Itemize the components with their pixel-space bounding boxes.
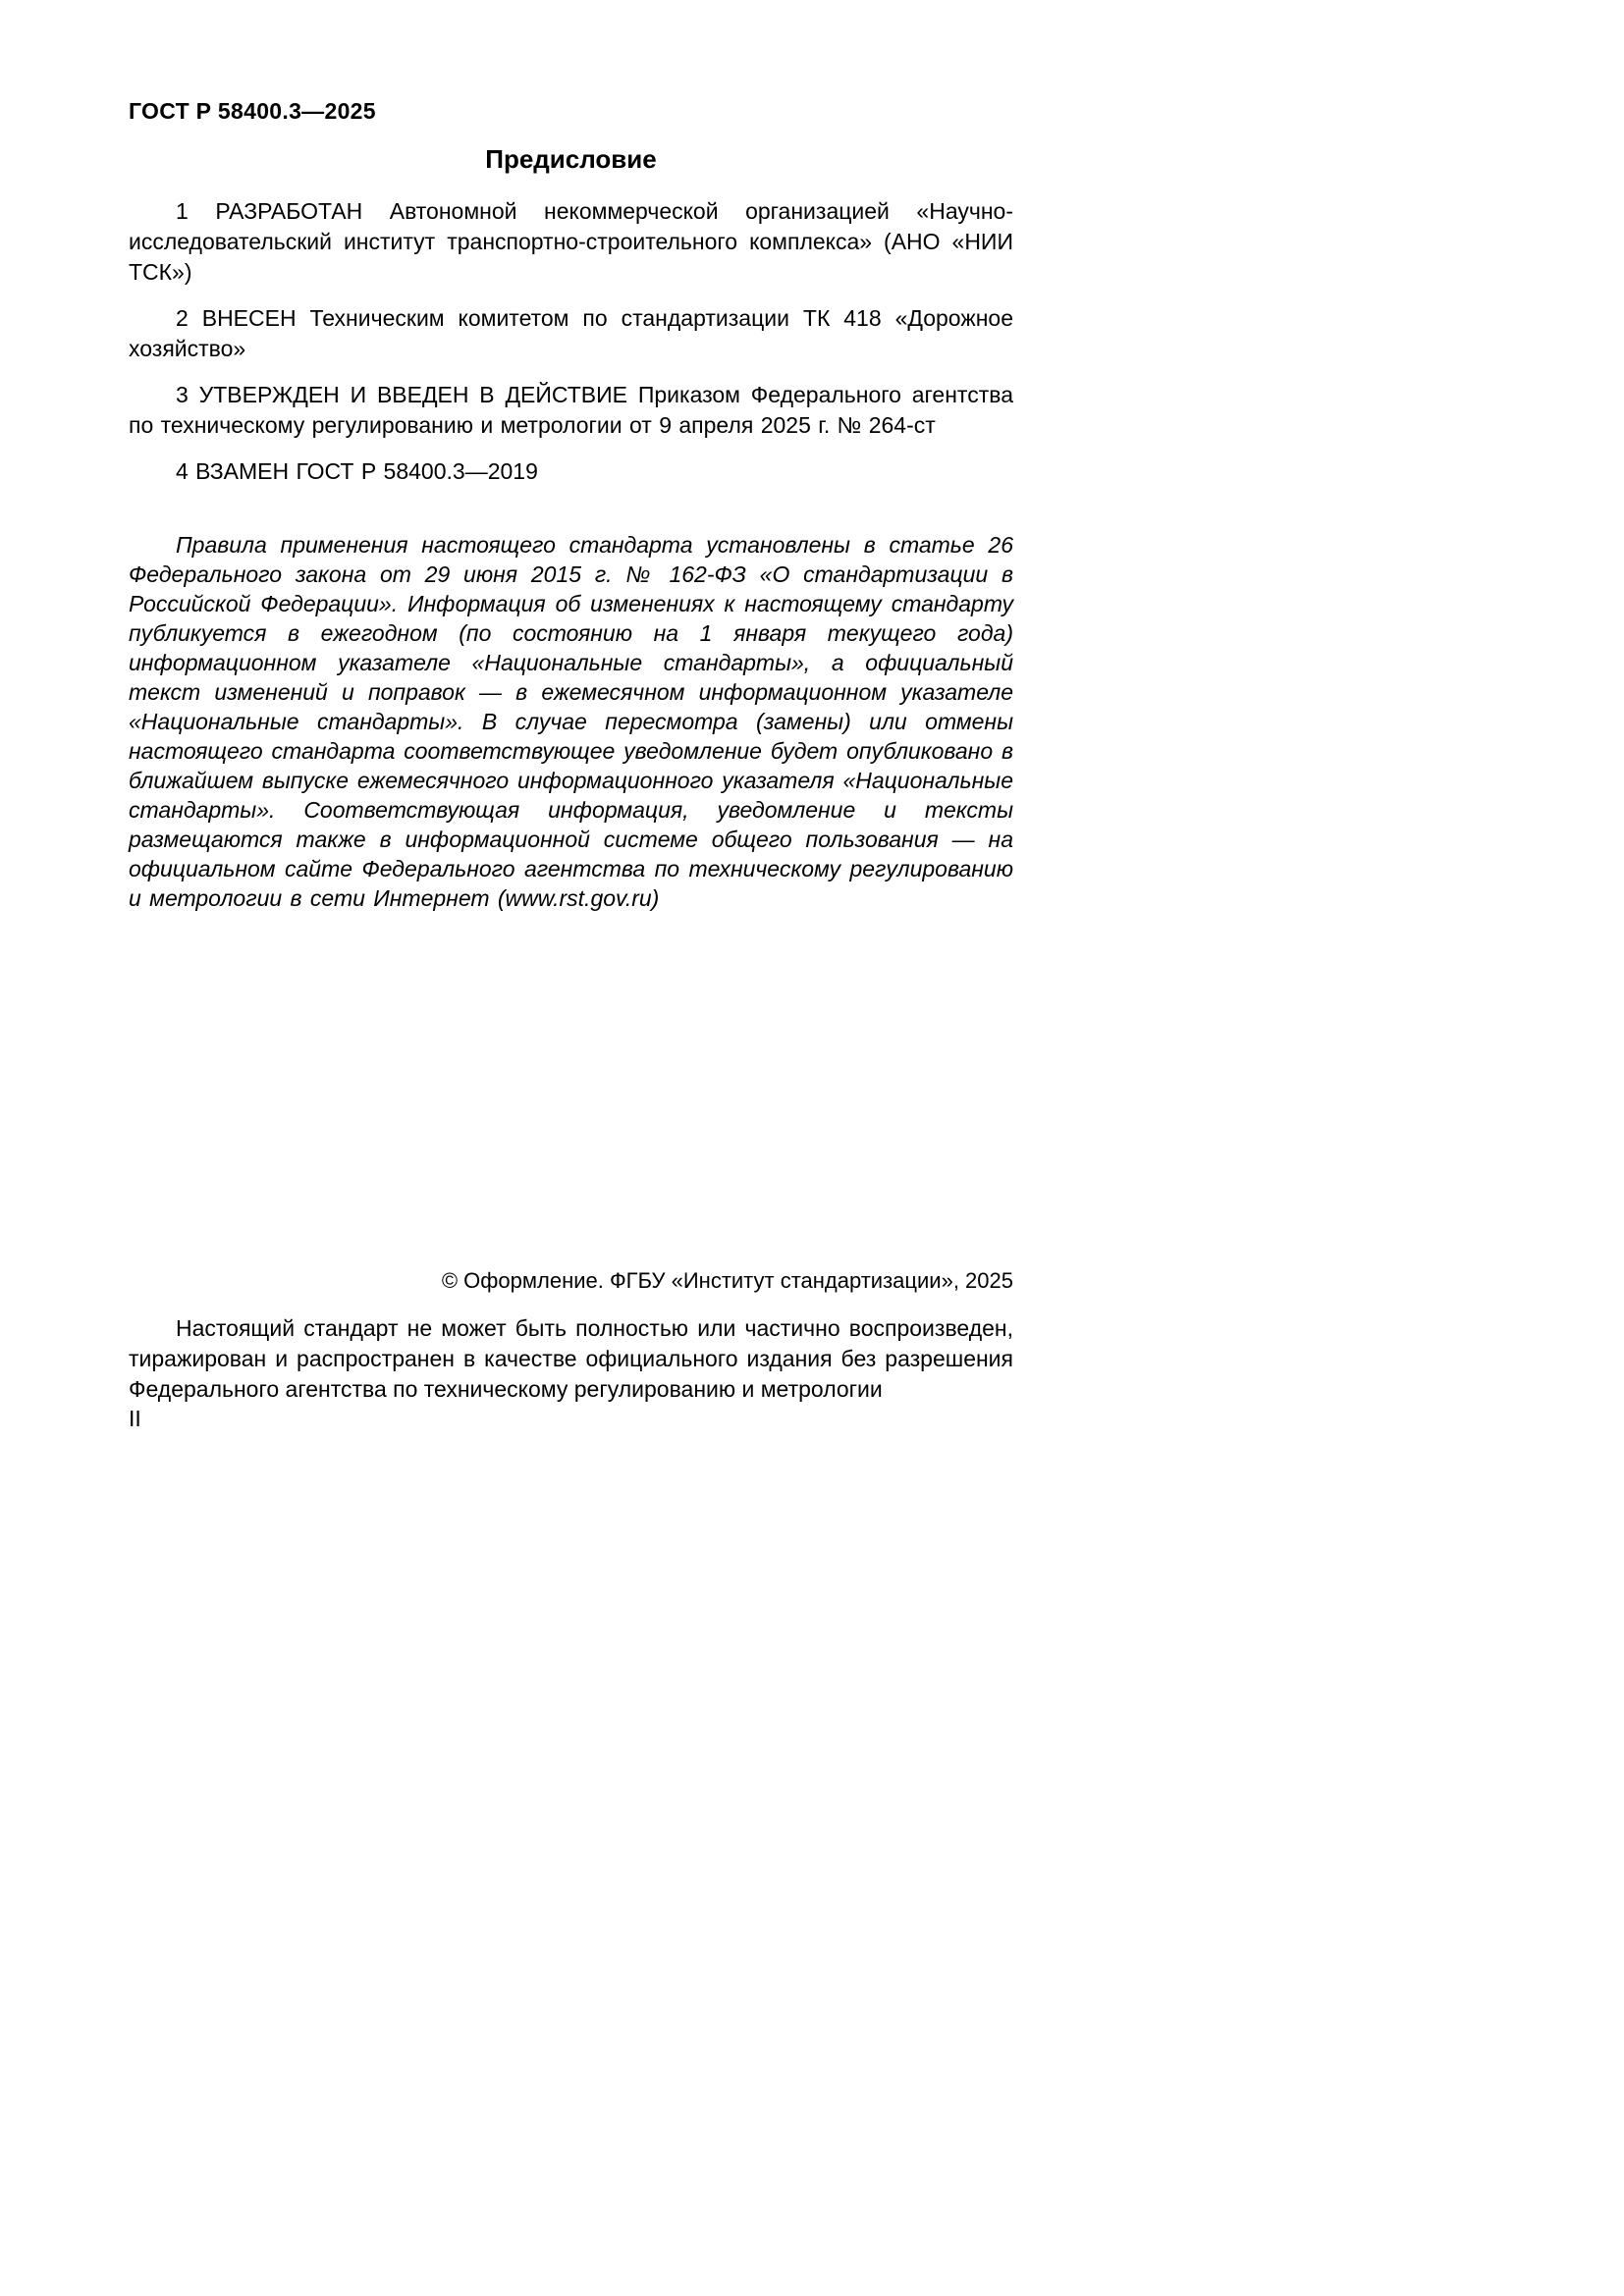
page-number: II	[129, 1406, 141, 1431]
document-content	[129, 98, 1013, 913]
foreword-item-replaces: 4 ВЗАМЕН ГОСТ Р 58400.3—2019	[176, 458, 538, 484]
reproduction-restriction: Настоящий стандарт не может быть полностью или частично воспроизведен, тиражирован и распространен в качестве официального издания без разрешения Федерального агентства по техническому регулированию и метрологии	[129, 1315, 1013, 1402]
copyright-line: © Оформление. ФГБУ «Институт стандартизации», 2025	[441, 1268, 1013, 1293]
foreword-item-submitted: 2 ВНЕСЕН Техническим комитетом по стандартизации ТК 418 «Дорожное хозяйство»	[129, 305, 1013, 361]
foreword-item-approved: 3 УТВЕРЖДЕН И ВВЕДЕН В ДЕЙСТВИЕ Приказом Федерального агентства по техническому регулированию и метрологии от 9 апреля 2025 г. № 264-ст	[129, 382, 1013, 438]
section-title-foreword: Предисловие	[485, 144, 657, 174]
document-code: ГОСТ Р 58400.3—2025	[129, 98, 376, 124]
foreword-item-developed: 1 РАЗРАБОТАН Автономной некоммерческой организацией «Научно-исследовательский институт транспортно-строительного комплекса» (АНО «НИИ ТСК»)	[129, 198, 1013, 285]
application-rules-note: Правила применения настоящего стандарта установлены в статье 26 Федерального закона от 29 июня 2015 г. № 162-ФЗ «О стандартизации в Российской Федерации». Информация об изменениях к настоящему стандарту публикуется в ежегодном (по состоянию на 1 января текущего года) информационном указателе «Национальные стандарты», а официальный текст изменений и поправок — в ежемесячном информационном указателе «Национальные стандарты». В случае пересмотра (замены) или отмены настоящего стандарта соответствующее уведомление будет опубликовано в ближайшем выпуске ежемесячного информационного указателя «Национальные стандарты». Соответствующая информация, уведомление и тексты размещаются также в информационной системе общего пользования — на официальном сайте Федерального агентства по техническому регулированию и метрологии в сети Интернет (www.rst.gov.ru)	[129, 532, 1013, 911]
